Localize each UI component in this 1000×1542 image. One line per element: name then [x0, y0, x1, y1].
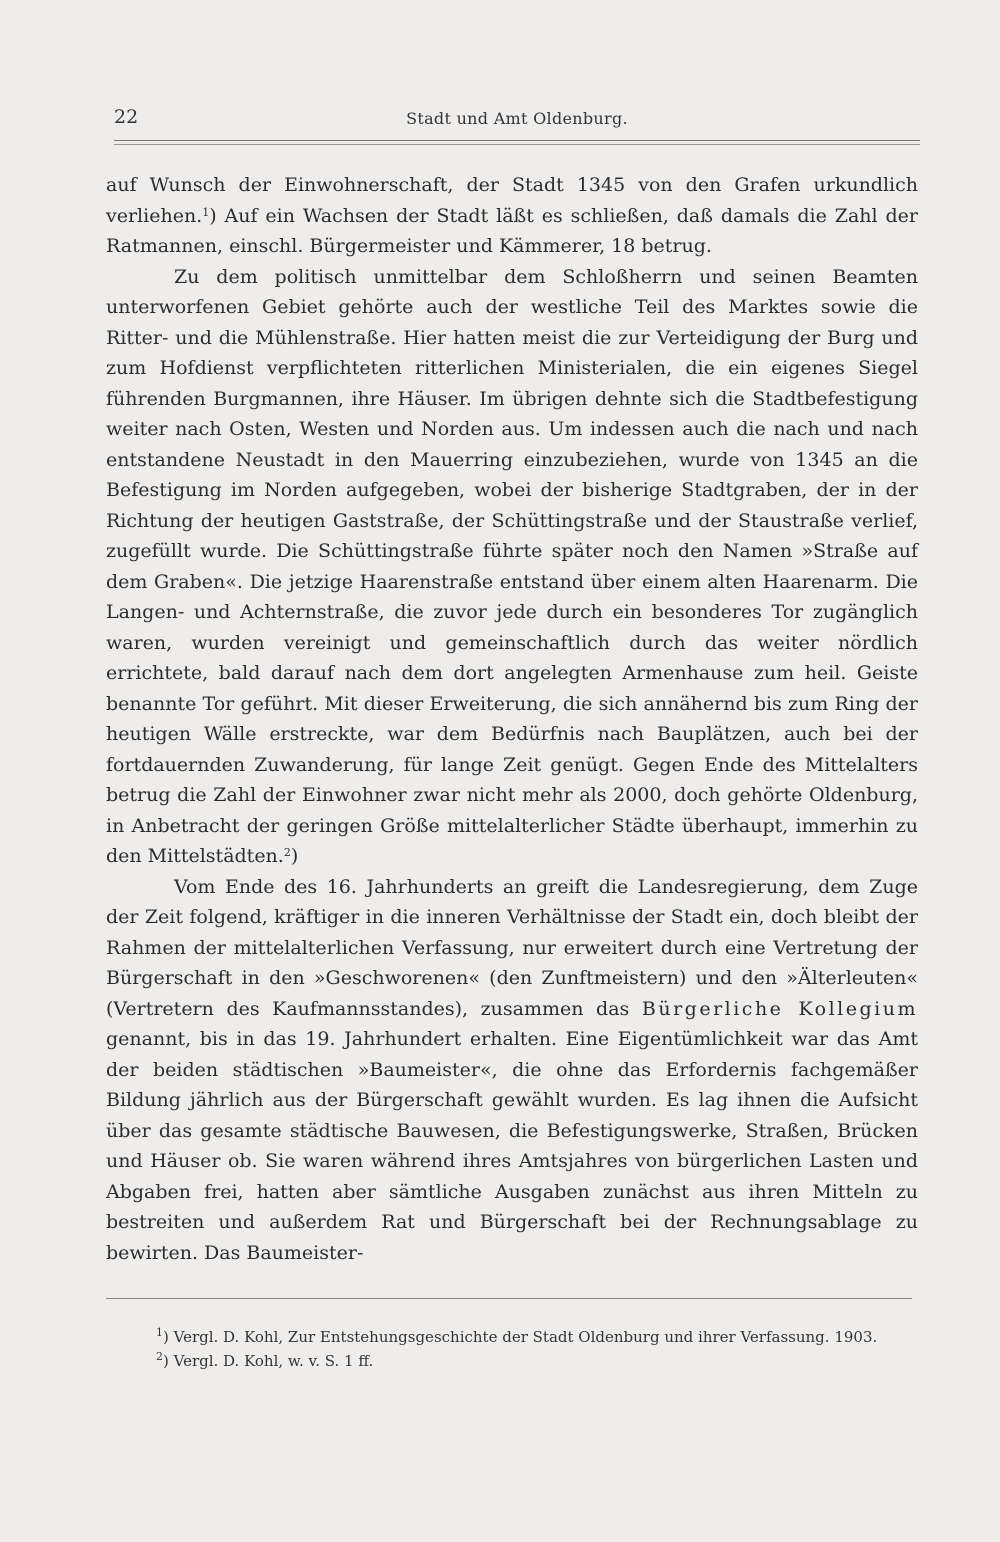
footnote-1-number: 1 [156, 1326, 163, 1339]
spaced-term: Bürgerliche Kollegium [641, 997, 918, 1020]
paragraph-2 [106, 262, 918, 872]
footnotes [106, 1326, 912, 1374]
footnote-2-number: 2 [156, 1350, 163, 1363]
page-number: 22 [114, 106, 139, 128]
paragraph-1 [106, 170, 918, 262]
footnote-2-marker [106, 1350, 163, 1372]
footnote-1 [106, 1326, 912, 1348]
body-text [106, 170, 918, 1268]
footnote-rule [106, 1298, 912, 1299]
footnote-2 [106, 1350, 912, 1372]
paragraph-3-text-continued: genannt, bis in das 19. Jahrhundert erhalten. Eine Eigentümlichkeit war das Amt der beiden städtischen »Baumeister«, die ohne das Erfordernis fachgemäßer Bildung jährlich aus der Bürgerschaft gewählt wurden. Es lag ihnen die Aufsicht über das gesamte städtische Bauwesen, die Befestigungswerke, Straßen, Brücken und Häuser ob. Sie waren während ihres Amtsjahres von bürgerlichen Lasten und Abgaben frei, hatten aber sämtliche Ausgaben zunächst aus ihren Mitteln zu bestreiten und außerdem Rat und Bürgerschaft bei der Rechnungsablage zu bewirten. Das Baumeister- [106, 1028, 918, 1264]
header-rule [114, 140, 920, 145]
footnote-1-marker [106, 1326, 163, 1348]
paragraph-3 [106, 872, 918, 1269]
page-header [114, 106, 920, 136]
footnote-1-text: ) Vergl. D. Kohl, Zur Entstehungsgeschichte der Stadt Oldenburg und ihrer Verfassung. 1903. [163, 1328, 878, 1346]
paragraph-2-text: Zu dem politisch unmittelbar dem Schloßherrn und seinen Beamten unterworfenen Gebiet gehörte auch der westliche Teil des Marktes sowie die Ritter- und die Mühlenstraße. Hier hatten meist die zur Verteidigung der Burg und zum Hofdienst verpflichteten ritterlichen Ministerialen, die ein eigenes Siegel führenden Burgmannen, ihre Häuser. Im übrigen dehnte sich die Stadtbefestigung weiter nach Osten, Westen und Norden aus. Um indessen auch die nach und nach entstandene Neustadt in den Mauerring einzubeziehen, wurde von 1345 an die Befestigung im Norden aufgegeben, wobei der bisherige Stadtgraben, der in der Richtung der heutigen Gaststraße, der Schüttingstraße und der Staustraße verlief, zugefüllt wurde. Die Schüttingstraße führte später noch den Namen »Straße auf dem Graben«. Die jetzige Haarenstraße entstand über einem alten Haarenarm. Die Langen- und Achternstraße, die zuvor jede durch ein besonderes Tor zugänglich waren, wurden vereinigt und gemeinschaftlich durch das weiter nördlich errichtete, bald darauf nach dem dort angelegten Armenhause zum heil. Geiste benannte Tor geführt. Mit dieser Erweiterung, die sich annähernd bis zum Ring der heutigen Wälle erstreckte, war dem Bedürfnis nach Bauplätzen, auch bei der fortdauernden Zuwanderung, für lange Zeit genügt. Gegen Ende des Mittelalters betrug die Zahl der Einwohner zwar nicht mehr als 2000, doch gehörte Oldenburg, in Anbetracht der geringen Größe mittelalterlicher Städte überhaupt, immerhin zu den Mittelstädten. [106, 265, 918, 867]
paragraph-3-text: Vom Ende des 16. Jahrhunderts an greift die Landesregierung, dem Zuge der Zeit folgend, kräftiger in die inneren Verhältnisse der Stadt ein, doch bleibt der Rahmen der mittelalterlichen Verfassung, nur erweitert durch eine Vertretung der Bürgerschaft in den »Geschworenen« (den Zunftmeistern) und den »Älterleuten« (Vertretern des Kaufmannsstandes), zusammen das [106, 875, 918, 1020]
paragraph-2-close: ) [290, 845, 299, 867]
footnote-ref-2: 2 [283, 846, 291, 859]
running-title: Stadt und Amt Oldenburg. [406, 109, 628, 128]
footnote-ref-1: 1 [202, 205, 210, 219]
paragraph-1-text: auf Wunsch der Einwohnerschaft, der Stadt 1345 von den Grafen urkundlich verliehen. [106, 174, 918, 227]
paragraph-1-text-continued: ) Auf ein Wachsen der Stadt läßt es schließen, daß damals die Zahl der Ratmannen, einschl. Bürgermeister und Kämmerer, 18 betrug. [106, 204, 918, 257]
footnote-2-text: ) Vergl. D. Kohl, w. v. S. 1 ff. [163, 1352, 374, 1370]
